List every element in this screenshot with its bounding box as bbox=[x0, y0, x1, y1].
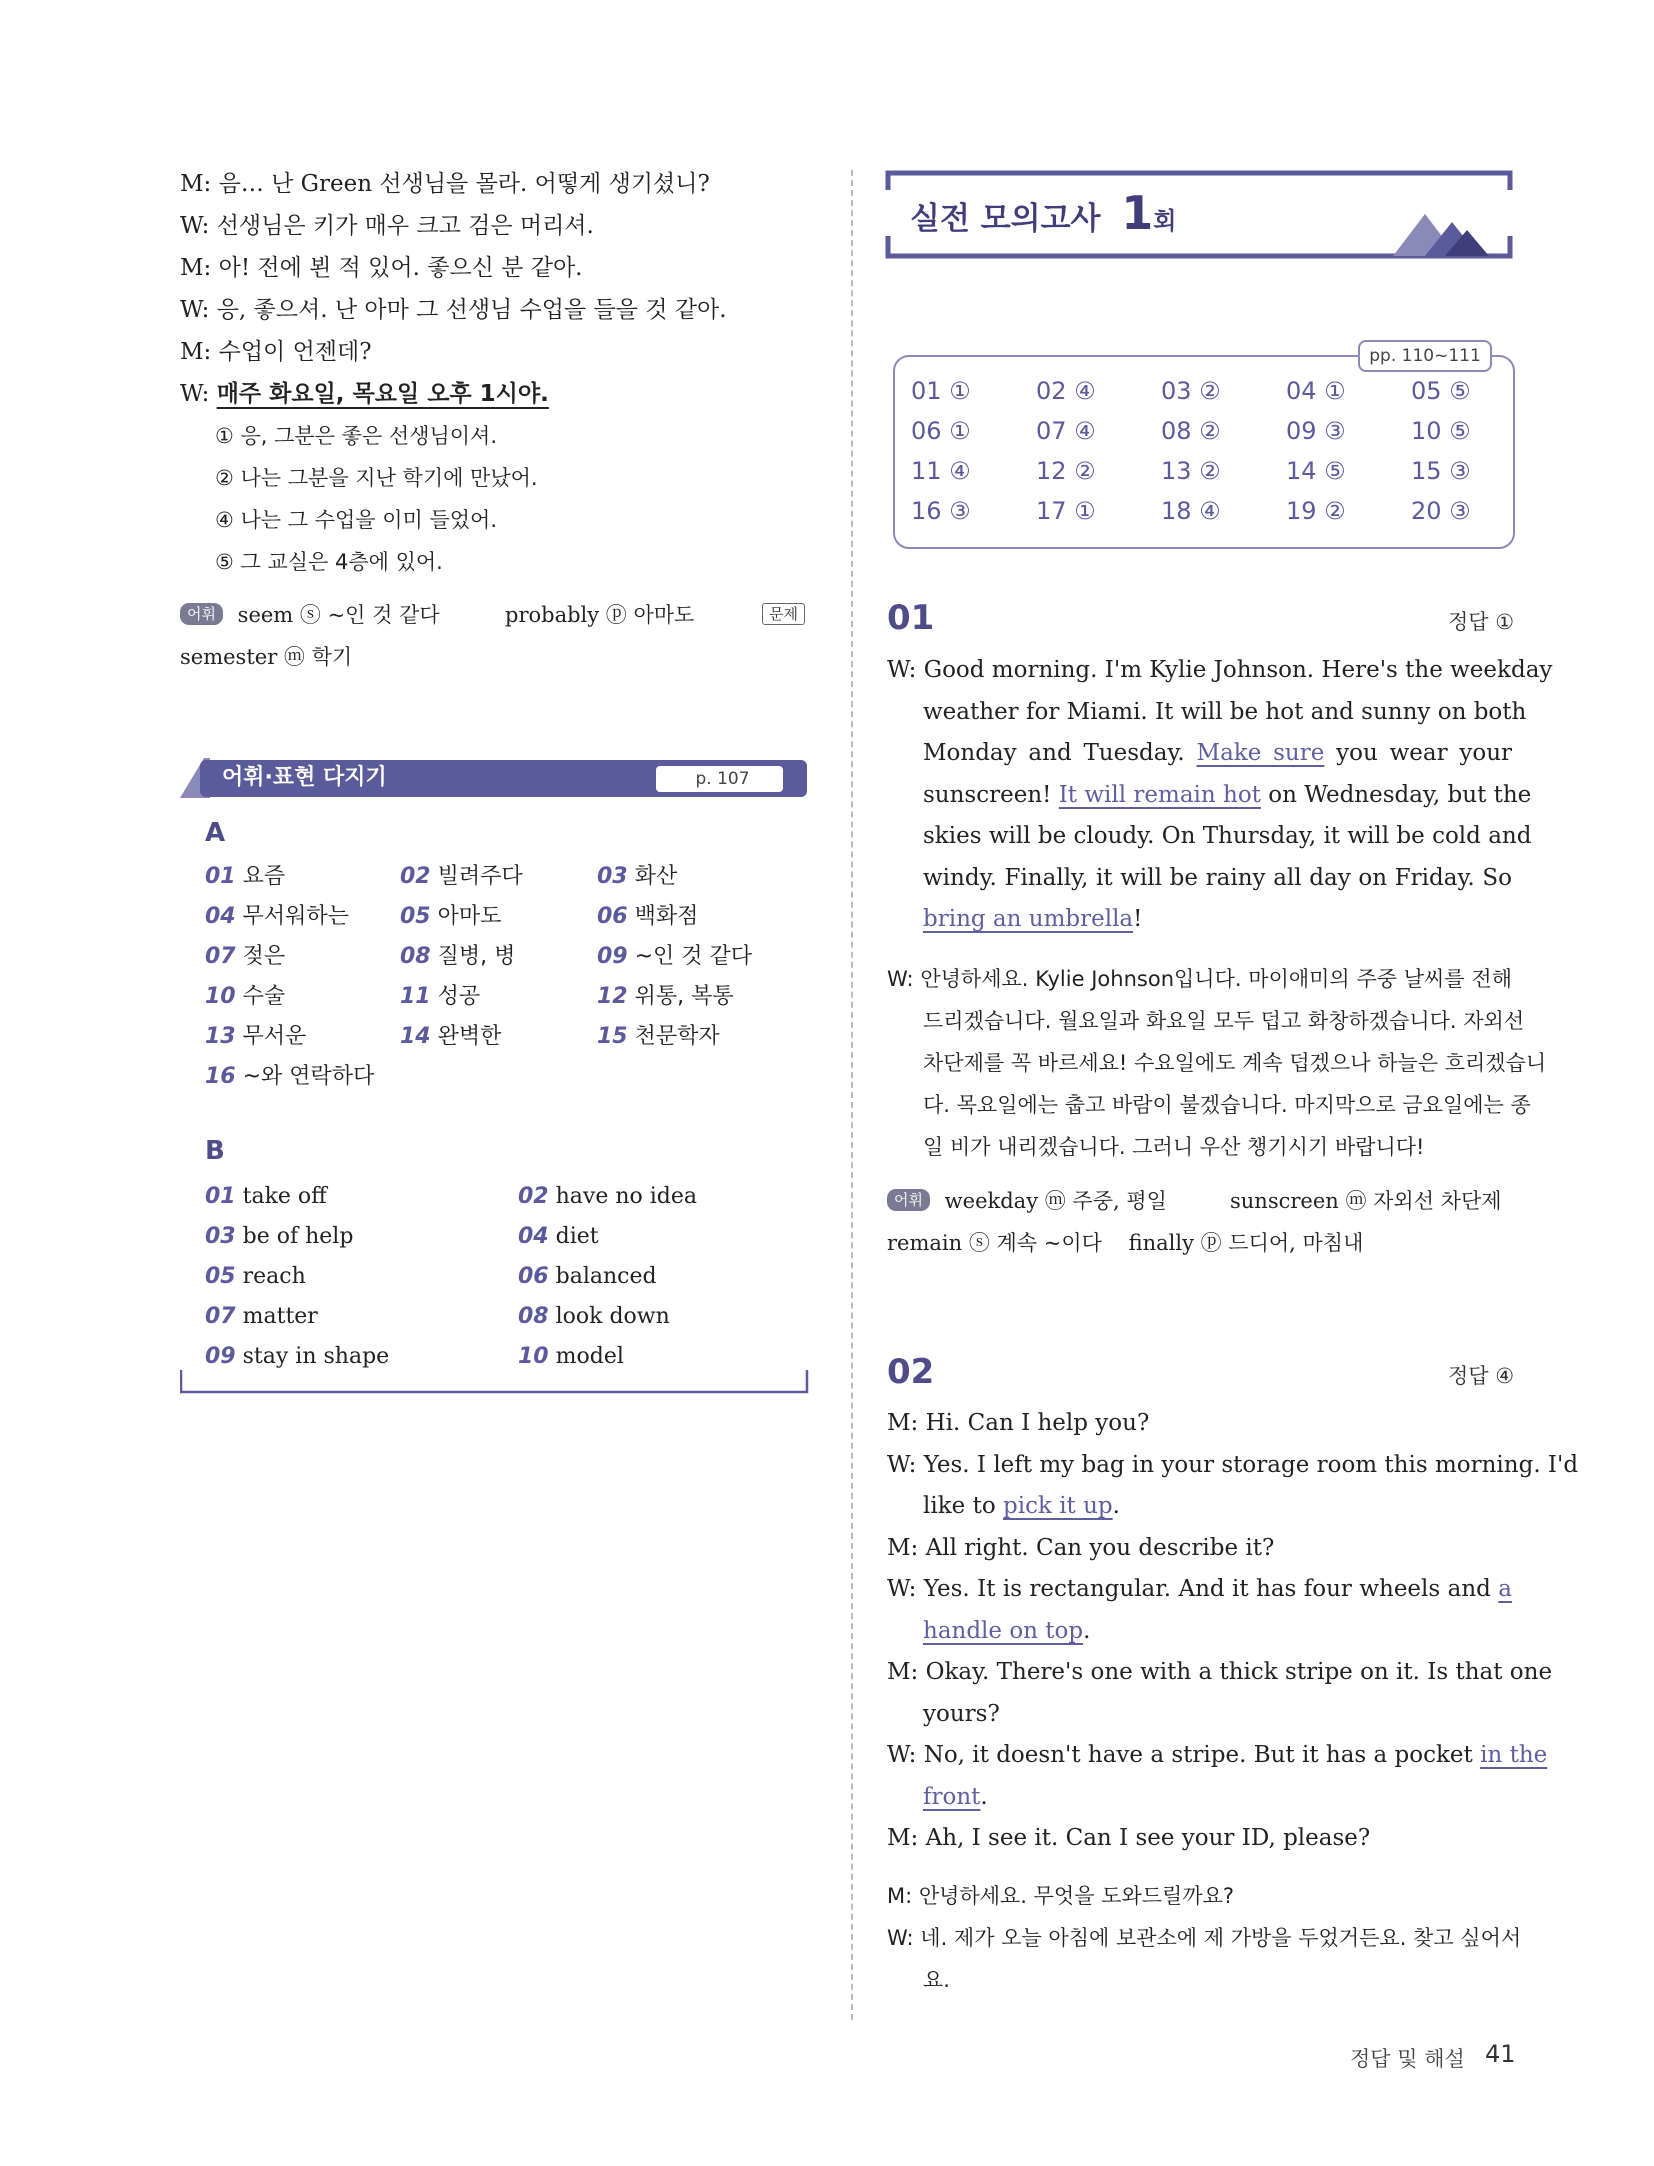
dialogue-line: M: 아! 전에 뵌 적 있어. 좋으신 분 같아. bbox=[180, 255, 583, 281]
footer-label: 정답 및 해설 bbox=[1350, 2047, 1465, 2071]
phrase-item-b: 06 balanced bbox=[518, 1264, 657, 1289]
vocab-item-a: 01 요즘 bbox=[205, 864, 286, 889]
answer-key-item: 20 ③ bbox=[1411, 497, 1471, 525]
vocab-item-a: 04 무서워하는 bbox=[205, 904, 349, 929]
answer-key-item: 12 ② bbox=[1036, 457, 1096, 485]
q02-english: M: Hi. Can I help you? W: Yes. I left my bag in your storage room this morning. I'd like to pick it up. M: All right. Can you describe it? W: Yes. It is rectangular. And it has four wheels and a handle on top. M: Okay. There's one with a thick stripe on it. Is that one yours? W: No, it doesn't have a stripe. But it has a pocket in the front. M: Ah, I see it. Can I see your ID, please? bbox=[887, 1410, 1579, 1851]
review-page-ref: p. 107 bbox=[695, 769, 750, 789]
phrase-item-b: 05 reach bbox=[205, 1264, 306, 1289]
answer-key-item: 07 ④ bbox=[1036, 417, 1096, 445]
answer-key-item: 13 ② bbox=[1161, 457, 1221, 485]
section-a-label: A bbox=[205, 818, 226, 848]
vocab-line: probably ⓟ 아마도 bbox=[505, 603, 695, 627]
review-title: 어휘·표현 다지기 bbox=[222, 765, 387, 790]
option-line: ① 응, 그분은 좋은 선생님이셔. bbox=[215, 424, 498, 448]
phrase-item-b: 10 model bbox=[518, 1344, 624, 1369]
vocab-item-a: 05 아마도 bbox=[400, 904, 502, 929]
vocab-item-a: 11 성공 bbox=[400, 984, 481, 1009]
q01-english: W: Good morning. I'm Kylie Johnson. Here's the weekday weather for Miami. It will be hot and sunny on both Monday and Tuesday. Make sure you wear your sunscreen! It will remain hot on Wednesday, but the skies will be cloudy. On Thursday, it will be cold and windy. Finally, it will be rainy all day on Friday. So bring an umbrella! bbox=[887, 657, 1553, 932]
phrase-item-b: 08 look down bbox=[518, 1304, 670, 1329]
question-number: 01 bbox=[887, 598, 935, 638]
vocab-line: sunscreen ⓜ 자외선 차단제 bbox=[1230, 1189, 1502, 1213]
answer-key-item: 05 ⑤ bbox=[1411, 377, 1471, 405]
column-divider bbox=[851, 170, 853, 2020]
dialogue-line: W: 응, 좋으셔. 난 아마 그 선생님 수업을 들을 것 같아. bbox=[180, 297, 727, 323]
vocab-item-a: 12 위통, 복통 bbox=[597, 984, 734, 1009]
phrase-item-b: 07 matter bbox=[205, 1304, 318, 1329]
q02-korean: M: 안녕하세요. 무엇을 도와드릴까요? W: 네. 제가 오늘 아침에 보관소에 제 가방을 두었거든요. 찾고 싶어서 요. bbox=[887, 1884, 1522, 1992]
answer-key-box bbox=[893, 355, 1515, 549]
answer-key-item: 08 ② bbox=[1161, 417, 1221, 445]
question-number: 02 bbox=[887, 1352, 935, 1392]
answer-key-item: 06 ① bbox=[911, 417, 971, 445]
vocab-item-a: 07 젖은 bbox=[205, 944, 286, 969]
test-title: 실전 모의고사 1회 bbox=[910, 186, 1177, 240]
answer-key-item: 09 ③ bbox=[1286, 417, 1346, 445]
vocab-item-a: 03 화산 bbox=[597, 864, 678, 889]
vocab-line: 어휘 weekday ⓜ 주중, 평일 bbox=[887, 1186, 1167, 1216]
review-bottom-border bbox=[180, 1370, 810, 1394]
vocab-line: 어휘 seem ⓢ ~인 것 같다 bbox=[180, 600, 440, 630]
phrase-item-b: 03 be of help bbox=[205, 1224, 354, 1249]
answer-key-item: 01 ① bbox=[911, 377, 971, 405]
answer-key-item: 02 ④ bbox=[1036, 377, 1096, 405]
option-line: ④ 나는 그 수업을 이미 들었어. bbox=[215, 508, 498, 532]
vocab-item-a: 06 백화점 bbox=[597, 904, 699, 929]
answer-label: 정답 ① bbox=[1448, 610, 1515, 634]
phrase-item-b: 01 take off bbox=[205, 1184, 327, 1209]
vocab-item-a: 08 질병, 병 bbox=[400, 944, 516, 969]
answer-key-item: 14 ⑤ bbox=[1286, 457, 1346, 485]
q01-korean: W: 안녕하세요. Kylie Johnson입니다. 마이애미의 주중 날씨를 전해 드리겠습니다. 월요일과 화요일 모두 덥고 화창하겠습니다. 자외선 차단제를 꼭 바르세요! 수요일에도 계속 덥겠으나 하늘은 흐리겠습니 다. 목요일에는 춥고 바람이 불겠습니다. 마지막으로 금요일에는 종 일 비가 내리겠습니다. 그러니 우산 챙기시기 바랍니다! bbox=[887, 967, 1547, 1159]
dialogue-line: M: 음… 난 Green 선생님을 몰라. 어떻게 생기셨니? bbox=[180, 171, 710, 197]
option-line: ⑤ 그 교실은 4층에 있어. bbox=[215, 550, 443, 574]
answer-key-item: 19 ② bbox=[1286, 497, 1346, 525]
vocab-item-a: 13 무서운 bbox=[205, 1024, 307, 1049]
vocab-line: remain ⓢ 계속 ~이다 finally ⓟ 드디어, 마침내 bbox=[887, 1231, 1364, 1255]
vocab-item-a: 09 ~인 것 같다 bbox=[597, 944, 753, 969]
problem-tag: 문제 bbox=[762, 603, 805, 625]
answer-key-item: 15 ③ bbox=[1411, 457, 1471, 485]
pages-ref: pp. 110~111 bbox=[1358, 340, 1492, 372]
vocab-item-a: 10 수술 bbox=[205, 984, 286, 1009]
answer-highlight: 매주 화요일, 목요일 오후 1시야. bbox=[216, 381, 549, 407]
vocab-tag: 어휘 bbox=[180, 603, 223, 625]
answer-key-item: 11 ④ bbox=[911, 457, 971, 485]
vocab-item-a: 02 빌려주다 bbox=[400, 864, 523, 889]
answer-key-item: 16 ③ bbox=[911, 497, 971, 525]
vocab-item-a: 16 ~와 연락하다 bbox=[205, 1064, 375, 1089]
section-b-label: B bbox=[205, 1136, 225, 1166]
dialogue-line: W: 선생님은 키가 매우 크고 검은 머리셔. bbox=[180, 213, 594, 239]
vocab-tag: 어휘 bbox=[887, 1189, 930, 1211]
answer-key-item: 18 ④ bbox=[1161, 497, 1221, 525]
page-number: 41 bbox=[1485, 2040, 1516, 2068]
answer-key-item: 03 ② bbox=[1161, 377, 1221, 405]
answer-label: 정답 ④ bbox=[1448, 1364, 1515, 1388]
phrase-item-b: 02 have no idea bbox=[518, 1184, 698, 1209]
answer-key-item: 10 ⑤ bbox=[1411, 417, 1471, 445]
option-line: ② 나는 그분을 지난 학기에 만났어. bbox=[215, 466, 538, 490]
answer-line: W: 매주 화요일, 목요일 오후 1시야. bbox=[180, 381, 549, 407]
answer-key-item: 04 ① bbox=[1286, 377, 1346, 405]
dialogue-line: M: 수업이 언젠데? bbox=[180, 339, 372, 365]
phrase-item-b: 04 diet bbox=[518, 1224, 599, 1249]
vocab-item-a: 15 천문학자 bbox=[597, 1024, 720, 1049]
vocab-line: semester ⓜ 학기 bbox=[180, 645, 353, 669]
vocab-item-a: 14 완벽한 bbox=[400, 1024, 502, 1049]
mountain-icon bbox=[1393, 214, 1489, 256]
answer-key-item: 17 ① bbox=[1036, 497, 1096, 525]
phrase-item-b: 09 stay in shape bbox=[205, 1344, 390, 1369]
